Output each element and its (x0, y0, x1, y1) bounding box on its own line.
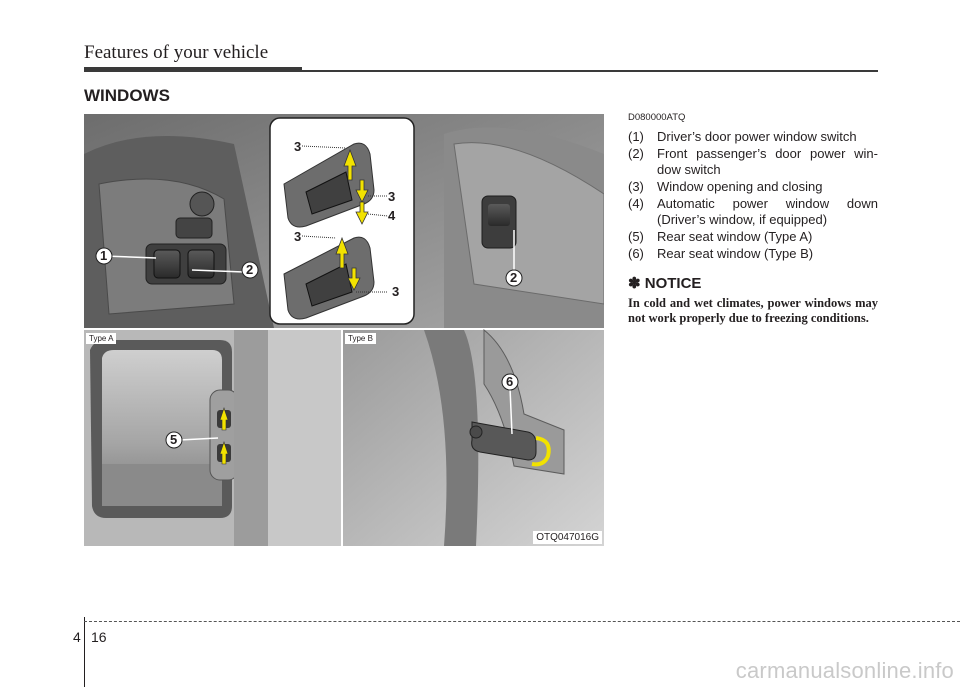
callout-4: 4 (388, 208, 396, 223)
watermark: carmanualsonline.info (735, 658, 954, 683)
callout-3-mid: 3 (388, 189, 396, 204)
windows-illustration (84, 114, 604, 546)
item-number: (6) (628, 246, 644, 261)
type-a-label: Type A (86, 333, 116, 344)
notice-title-text: NOTICE (644, 275, 702, 292)
list-item (628, 146, 878, 178)
item-text: Window opening and closing (657, 179, 823, 194)
chapter-number: 4 (73, 629, 81, 645)
type-b-label: Type B (345, 333, 376, 344)
callout-3-top: 3 (294, 139, 302, 154)
page-number: 16 (91, 629, 107, 645)
list-item (628, 129, 878, 145)
list-item (628, 229, 878, 245)
list-item (628, 246, 878, 262)
notice-symbol-icon: ✽ (628, 275, 641, 292)
document-code: D080000ATQ (628, 112, 686, 123)
section-title: WINDOWS (84, 86, 170, 105)
item-number: (5) (628, 229, 644, 244)
header-title: Features of your vehicle (84, 42, 269, 63)
footer-divider (84, 617, 85, 687)
callout-6: 6 (506, 374, 514, 389)
item-text: Front passenger’s door power win-dow switch (657, 146, 878, 177)
list-item (628, 179, 878, 195)
item-number: (3) (628, 179, 644, 194)
item-text: Rear seat window (Type B) (657, 246, 814, 261)
item-number: (4) (628, 196, 644, 211)
figure-code: OTQ047016G (533, 531, 602, 544)
callout-3-bottom: 3 (392, 284, 400, 299)
callout-3-lower: 3 (294, 229, 302, 244)
callout-5: 5 (170, 432, 178, 447)
callout-1: 1 (100, 248, 108, 263)
notice-title (628, 274, 878, 292)
item-number: (1) (628, 129, 644, 144)
text-column (628, 112, 878, 326)
notice-body: In cold and wet climates, power windows may not work properly due to freezing conditions. (628, 296, 878, 325)
header-rule (84, 70, 878, 72)
item-number: (2) (628, 146, 644, 161)
windows-figure (84, 114, 604, 546)
item-text: Automatic power window down (Driver’s window, if equipped) (657, 196, 878, 227)
footer-rule (84, 621, 960, 622)
callout-2-right: 2 (510, 270, 518, 285)
callout-2-left: 2 (246, 262, 254, 277)
item-text: Driver’s door power window switch (657, 129, 857, 144)
item-text: Rear seat window (Type A) (657, 229, 813, 244)
list-item (628, 196, 878, 228)
